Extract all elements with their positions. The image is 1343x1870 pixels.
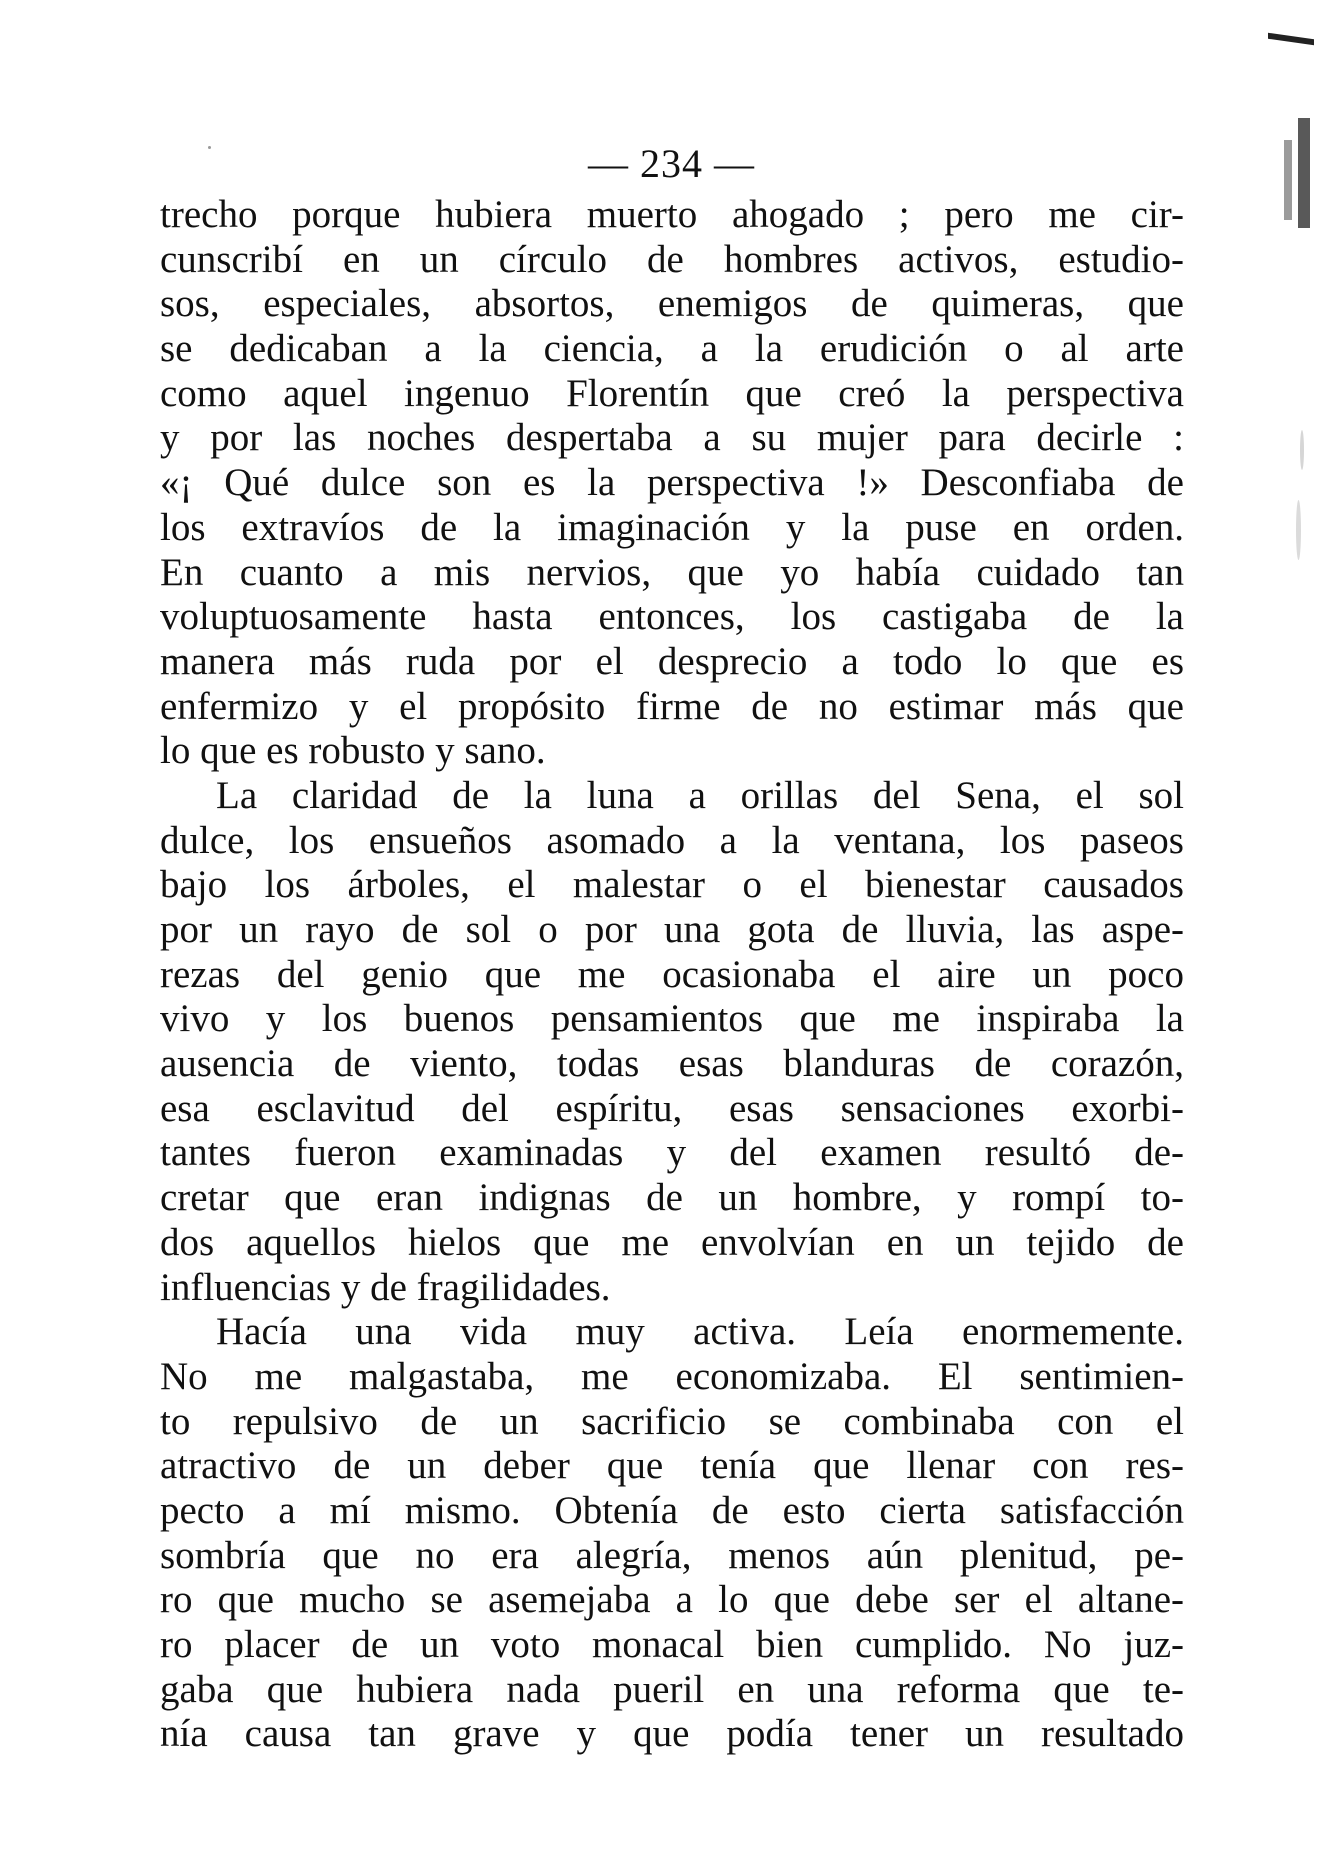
scan-edge-mark xyxy=(1284,140,1292,220)
text-line: to repulsivo de un sacrificio se combinaba con el xyxy=(160,1399,1184,1443)
text-line: Hacía una vida muy activa. Leía enormemente. xyxy=(216,1310,1184,1354)
text-line: y por las noches despertaba a su mujer para decirle : xyxy=(160,416,1184,460)
body-text xyxy=(160,193,1184,1757)
text-line: cunscribí en un círculo de hombres activos, estudio- xyxy=(160,237,1184,281)
text-line: como aquel ingenuo Florentín que creó la perspectiva xyxy=(160,371,1184,415)
text-line: nía causa tan grave y que podía tener un resultado xyxy=(160,1712,1184,1756)
scan-edge-mark xyxy=(1268,33,1314,45)
text-line: se dedicaban a la ciencia, a la erudición o al arte xyxy=(160,327,1184,371)
text-line: No me malgastaba, me economizaba. El sentimien- xyxy=(160,1354,1184,1398)
scan-edge-mark xyxy=(1298,118,1310,228)
scan-speck xyxy=(1296,500,1301,560)
text-line: bajo los árboles, el malestar o el bienestar causados xyxy=(160,863,1184,907)
text-line: «¡ Qué dulce son es la perspectiva !» Desconfiaba de xyxy=(160,461,1184,505)
text-line: En cuanto a mis nervios, que yo había cuidado tan xyxy=(160,550,1184,594)
scan-speck xyxy=(208,146,211,149)
text-line: ausencia de viento, todas esas blanduras de corazón, xyxy=(160,1042,1184,1086)
text-line: ro placer de un voto monacal bien cumplido. No juz- xyxy=(160,1623,1184,1666)
text-line: lo que es robusto y sano. xyxy=(160,729,546,773)
text-line: La claridad de la luna a orillas del Sena, el sol xyxy=(216,773,1184,817)
text-line: dulce, los ensueños asomado a la ventana, los paseos xyxy=(160,818,1184,862)
text-line: influencias y de fragilidades. xyxy=(160,1265,611,1309)
text-line: cretar que eran indignas de un hombre, y rompí to- xyxy=(160,1176,1184,1220)
page-number: — 234 — xyxy=(588,141,755,186)
text-line: ro que mucho se asemejaba a lo que debe ser el altane- xyxy=(160,1578,1184,1622)
text-line: pecto a mí mismo. Obtenía de esto cierta satisfacción xyxy=(160,1488,1184,1532)
text-line: esa esclavitud del espíritu, esas sensaciones exorbi- xyxy=(160,1086,1184,1130)
text-line: sos, especiales, absortos, enemigos de quimeras, que xyxy=(160,282,1184,326)
scan-speck xyxy=(1300,430,1304,470)
text-line: enfermizo y el propósito firme de no estimar más que xyxy=(160,684,1184,728)
text-line: sombría que no era alegría, menos aún plenitud, pe- xyxy=(160,1533,1184,1577)
text-line: tantes fueron examinadas y del examen resultó de- xyxy=(160,1131,1184,1175)
text-line: manera más ruda por el desprecio a todo lo que es xyxy=(160,639,1184,683)
text-line: atractivo de un deber que tenía que llenar con res- xyxy=(160,1444,1184,1488)
text-line: gaba que hubiera nada pueril en una reforma que te- xyxy=(160,1667,1184,1711)
text-line: los extravíos de la imaginación y la puse en orden. xyxy=(160,505,1184,549)
text-line: por un rayo de sol o por una gota de lluvia, las aspe- xyxy=(160,908,1184,951)
text-line: voluptuosamente hasta entonces, los castigaba de la xyxy=(160,595,1184,639)
text-line: trecho porque hubiera muerto ahogado ; pero me cir- xyxy=(160,193,1184,236)
text-line: dos aquellos hielos que me envolvían en un tejido de xyxy=(160,1220,1184,1264)
text-line: vivo y los buenos pensamientos que me inspiraba la xyxy=(160,997,1184,1041)
text-line: rezas del genio que me ocasionaba el aire un poco xyxy=(160,952,1184,996)
